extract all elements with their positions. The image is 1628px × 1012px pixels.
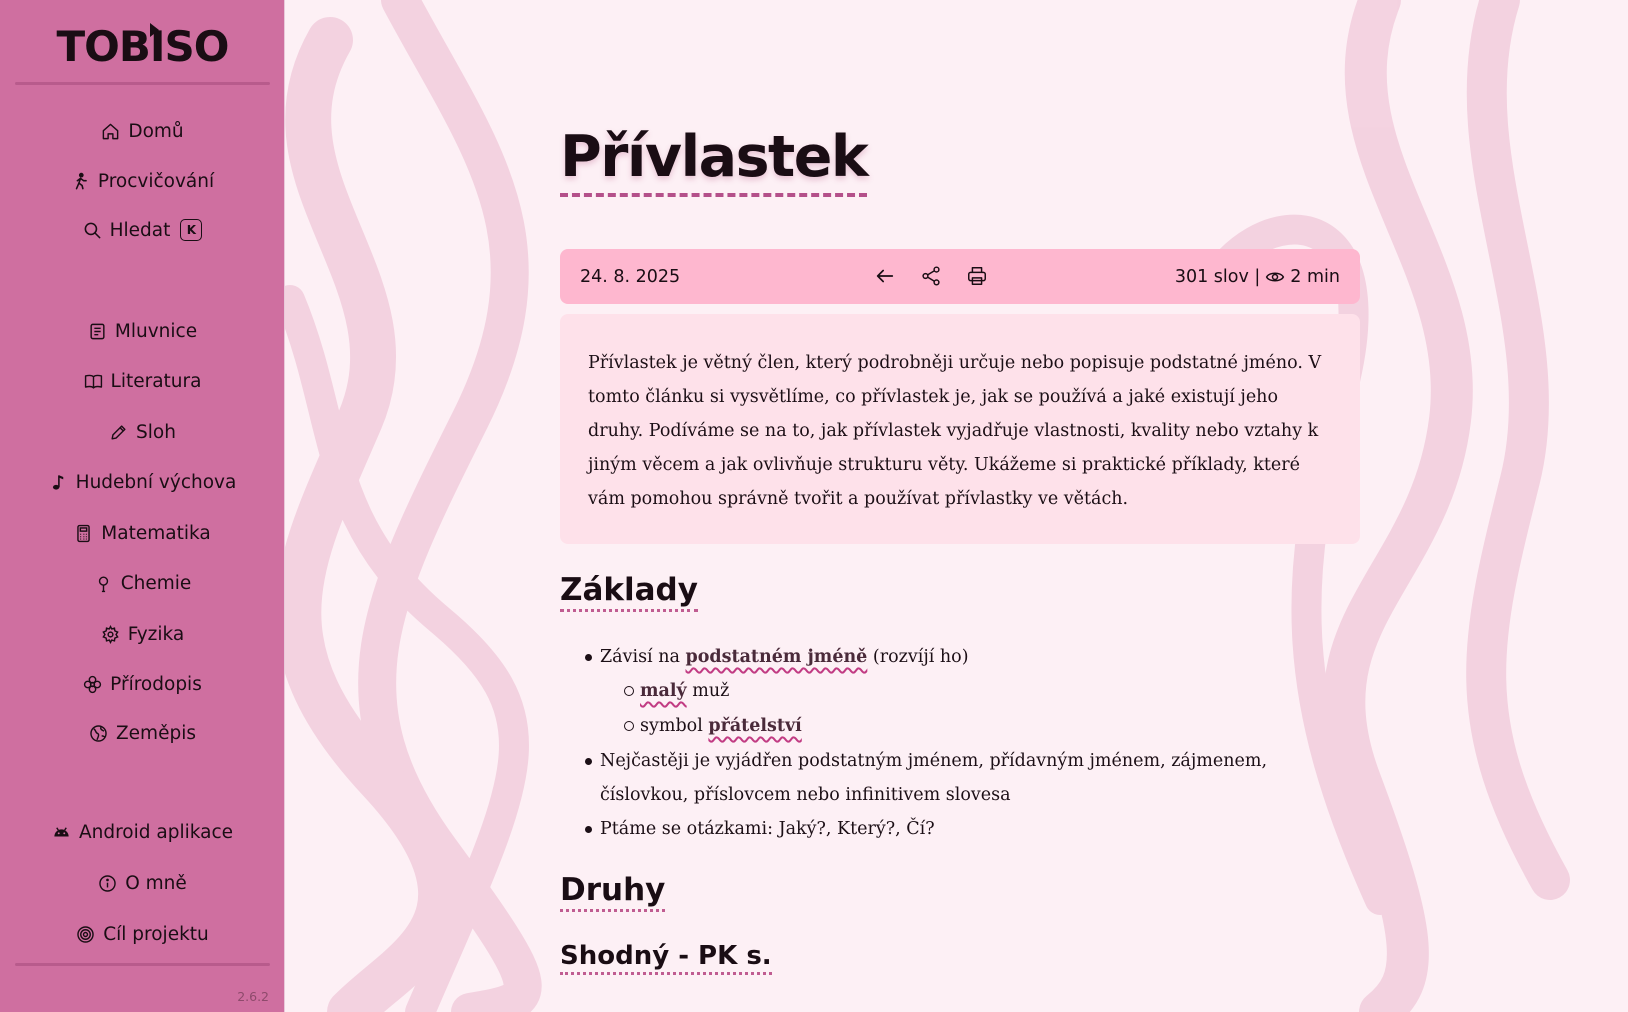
print-button[interactable] — [964, 263, 990, 289]
sidebar-item-hudebni-vychova[interactable] — [0, 465, 285, 499]
article-date: 24. 8. 2025 — [580, 266, 681, 287]
sidebar-item-label: Zeměpis — [116, 722, 196, 744]
share-button[interactable] — [918, 263, 944, 289]
sidebar-item-sloh[interactable] — [0, 415, 285, 449]
list-item: Závisí na podstatném jméně (rozvíjí ho) — [600, 640, 1340, 674]
sidebar-item-literatura[interactable] — [0, 364, 285, 398]
back-button[interactable] — [872, 263, 898, 289]
sidebar-item-label: Chemie — [120, 572, 192, 594]
sidebar-item-mluvnice[interactable] — [0, 314, 285, 348]
nav-project-goal[interactable] — [0, 917, 285, 951]
nav-android-app[interactable] — [0, 815, 285, 849]
sidebar-item-fyzika[interactable] — [0, 617, 285, 651]
search-icon — [83, 221, 102, 240]
android-icon — [52, 823, 71, 842]
highlighted-term[interactable]: podstatném jméně — [685, 647, 868, 667]
print-icon — [966, 265, 988, 287]
search-shortcut-key: K — [180, 219, 202, 241]
sidebar-item-matematika[interactable] — [0, 516, 285, 550]
calculator-icon — [74, 524, 93, 543]
highlighted-term[interactable]: malý — [640, 681, 687, 701]
sidebar-item-label: Literatura — [110, 370, 202, 392]
home-icon — [101, 122, 120, 141]
logo-triangle-icon — [150, 23, 159, 37]
sidebar-item-label: Mluvnice — [114, 320, 198, 342]
nav-search[interactable] — [0, 213, 285, 247]
sidebar-divider-bottom — [15, 963, 270, 966]
section-heading-types: Druhy — [560, 873, 665, 912]
sidebar-item-label: Sloh — [136, 421, 176, 443]
walking-person-icon — [71, 172, 90, 191]
nav-goal-label: Cíl projektu — [103, 923, 209, 945]
music-note-icon — [49, 473, 68, 492]
back-arrow-icon — [874, 265, 896, 287]
eye-icon — [1265, 267, 1285, 287]
sidebar-item-label: Přírodopis — [110, 673, 202, 695]
nav-android-label: Android aplikace — [78, 821, 234, 843]
subsection-heading-agreeing: Shodný - PK s. — [560, 942, 772, 975]
sidebar-divider-top — [15, 82, 270, 85]
pencil-icon — [109, 423, 128, 442]
article-actions — [872, 263, 990, 289]
article-intro — [560, 314, 1360, 544]
sidebar-item-prirodopis[interactable] — [0, 667, 285, 701]
nav-about-label: O mně — [125, 872, 187, 894]
sidebar-item-zemepis[interactable] — [0, 716, 285, 750]
word-count: 301 slov | — [1174, 266, 1261, 287]
list-subitem: malý muž — [640, 674, 1380, 708]
intro-text: Přívlastek je větný člen, který podrobněji určuje nebo popisuje podstatné jméno. V tomto článku si vysvětlíme, co přívlastek je, jak se používá a jaké existují jeho druhy. Podíváme se na to, jak přívlastek vyjadřuje vlastnosti, kvality nebo vztahy k jiným věcem a jak ovlivňuje strukturu věty. Ukážeme si praktické příklady, které vám pomohou správně tvořit a používat přívlastky ve větách. — [588, 353, 1322, 509]
highlighted-term[interactable]: přátelství — [708, 716, 802, 736]
sidebar — [0, 0, 285, 1012]
target-icon — [76, 925, 95, 944]
section-heading-basics: Základy — [560, 573, 698, 612]
nav-home[interactable] — [0, 114, 285, 148]
info-icon — [98, 874, 117, 893]
article-stats — [1175, 267, 1340, 287]
document-list-icon — [88, 322, 107, 341]
nav-search-label: Hledat — [109, 219, 171, 241]
article-meta-bar — [560, 249, 1360, 304]
sidebar-item-label: Matematika — [101, 522, 211, 544]
sidebar-item-chemie[interactable] — [0, 566, 285, 600]
sidebar-item-label: Fyzika — [127, 623, 185, 645]
list-item: Ptáme se otázkami: Jaký?, Který?, Čí? — [600, 812, 1340, 846]
globe-icon — [89, 724, 108, 743]
nav-home-label: Domů — [128, 120, 184, 142]
share-icon — [920, 265, 942, 287]
sidebar-item-label: Hudební výchova — [75, 471, 237, 493]
list-item: Nejčastěji je vyjádřen podstatným jménem, přídavným jménem, zájmenem, číslovkou, příslovcem nebo infinitivem slovesa — [600, 744, 1340, 812]
flower-icon — [83, 675, 102, 694]
logo[interactable]: TOBISO — [56, 22, 229, 71]
list-subitem: symbol přátelství — [640, 709, 1380, 743]
nav-about-me[interactable] — [0, 866, 285, 900]
page-title: Přívlastek — [560, 125, 867, 197]
nav-practice-label: Procvičování — [97, 170, 215, 192]
flask-icon — [94, 574, 113, 593]
nav-practice[interactable] — [0, 164, 285, 198]
read-time: 2 min — [1290, 266, 1340, 287]
app-version: 2.6.2 — [237, 989, 269, 1004]
open-book-icon — [84, 372, 103, 391]
gear-icon — [101, 625, 120, 644]
